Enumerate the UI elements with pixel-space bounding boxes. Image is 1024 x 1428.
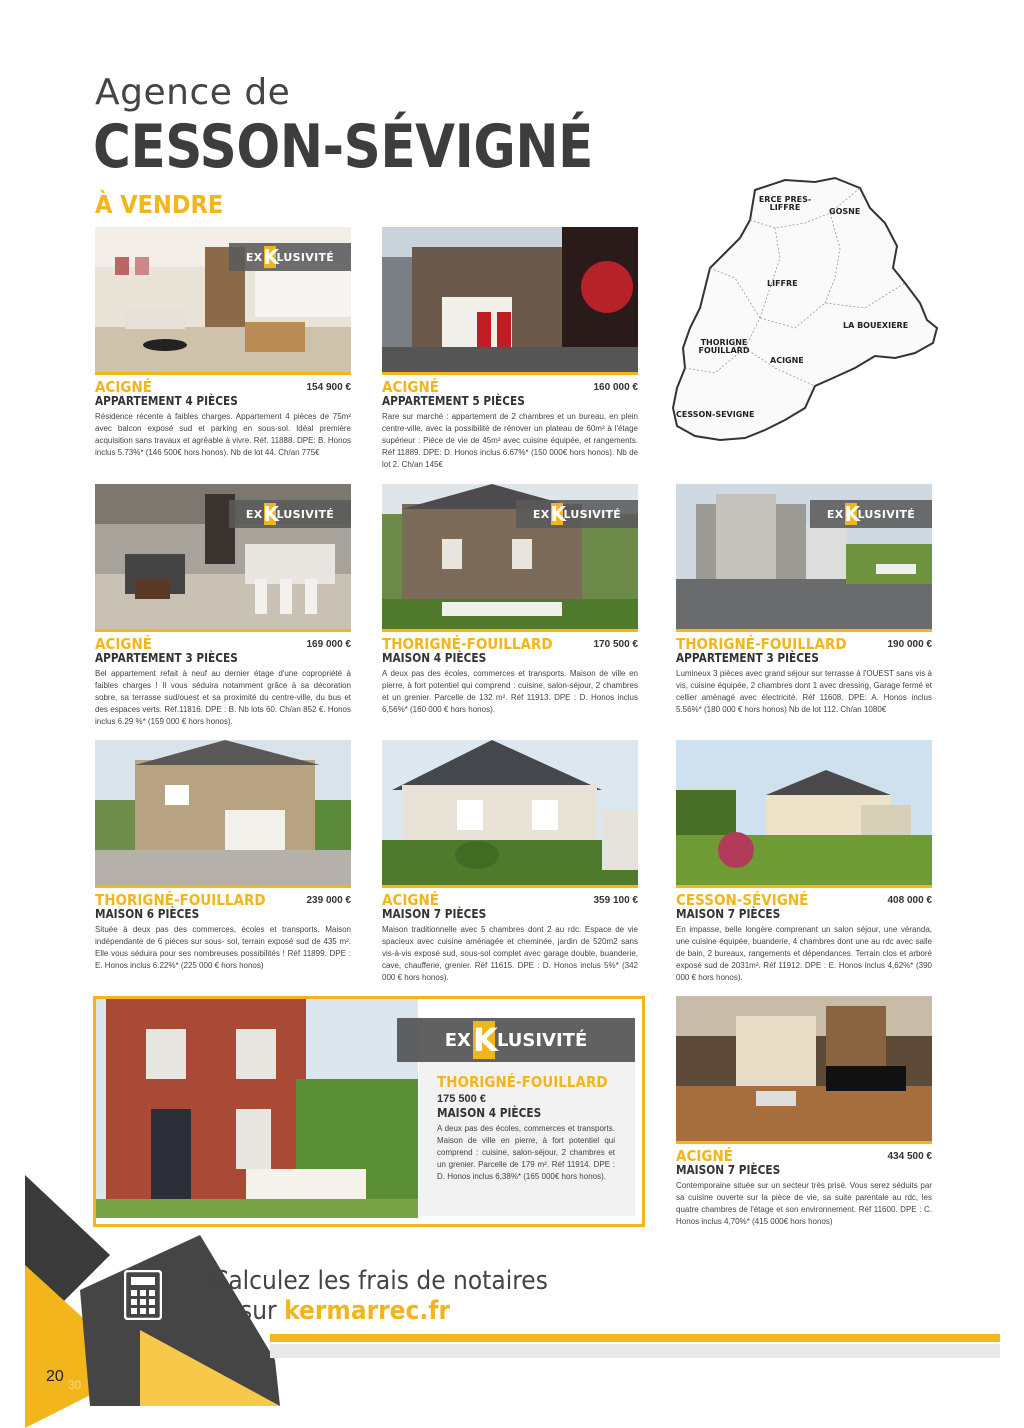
listing-description: Bel appartement refait à neuf au dernier étage d'une copropriété à faibles charges ! Il vous séduira notamment grâce à sa décoration sobre, sa terrasse sud/ouest et sa proximité du centre-ville, du bus et des espaces verts. Réf.11816. DPE : B. Nb lots 60. Ch/an 852 €. Honos inclus 6.29 %* (159 000 € hors honos). (95, 669, 351, 726)
traditional-house-image (382, 740, 638, 885)
map-label-acigne: ACIGNE (770, 356, 804, 365)
house-driveway-image (95, 740, 351, 885)
longere-garden-image (676, 740, 932, 885)
listing-price: 190 000 € (887, 639, 932, 650)
listing-type: MAISON 7 PIÈCES (676, 907, 781, 921)
photo-underline (382, 629, 638, 632)
listing-photo-9[interactable] (676, 996, 932, 1141)
listing-photo-4[interactable] (382, 484, 638, 629)
listing-town: ACIGNÉ (95, 378, 152, 396)
listing-price: 239 000 € (306, 895, 351, 906)
listing-photo-3[interactable] (95, 484, 351, 629)
listing-description: Contemporaine située sur un secteur très prisé. Vous serez séduits par sa cuisine ouverte sur la pièce de vie, sa suite parentale au rdc, les quatre chambres de l'étage et son environnement. Réf 11600. DPE : C. Honos inclus 4,70%* (415 000€ hors honos) (676, 1181, 932, 1226)
agency-label: Agence de (95, 72, 291, 113)
photo-underline (676, 885, 932, 888)
listing-description: A deux pas des écoles, commerces et transports. Maison de ville en pierre, à fort potentiel qui comprend : cuisine, salon-séjour, 2 chambres et un grenier. Parcelle de 132 m². Réf 11913. DPE : D. Honos inclus 6,56%* (160 000 € hors honos). (382, 669, 638, 714)
photo-underline (676, 1141, 932, 1144)
listing-photo-2[interactable] (382, 227, 638, 372)
listing-description: Rare sur marché : appartement de 2 chambres et un bureau, en plein centre-ville, avec la possibilité de rénover un plateau de 60m² à l'étage supérieur : Pièce de vie de 45m² avec cuisine équipée, et rangements. Réf 11889. DPE: D. Honos inclus 6.67%* (150 000€ hors honos). Nb de lot 2. Ch/an 145€ (382, 412, 638, 469)
listing-town: ACIGNÉ (382, 378, 439, 396)
kermarrec-link[interactable]: kermarrec.fr (284, 1296, 451, 1326)
photo-underline (382, 372, 638, 375)
listing-description: Résidence récente à faibles charges. Appartement 4 pièces de 75m² avec balcon exposé sud et parking en sous-sol. Idéal première acquisition sans travaux et agréable à vivre. Réf. 11888. DPE: B. Honos inclus 5.73%* (146 500€ hors honos). Nb de lot 44. Ch/an 775€ (95, 412, 351, 457)
map-label-erce: ERCE PRES-LIFFRE (758, 195, 812, 212)
listing-type: APPARTEMENT 3 PIÈCES (95, 651, 238, 665)
exclusivite-badge: EX K LUSIVITÉ (229, 500, 351, 528)
listing-price: 169 000 € (306, 639, 351, 650)
listing-type: APPARTEMENT 4 PIÈCES (95, 394, 238, 408)
side-number: 30 (68, 1378, 82, 1392)
listing-price: 359 100 € (593, 895, 638, 906)
footer-line-1: Calculez les frais de notaires (212, 1266, 548, 1296)
map-label-bouexiere: LA BOUEXIERE (843, 321, 909, 330)
listing-type: APPARTEMENT 5 PIÈCES (382, 394, 525, 408)
street-building-image (382, 227, 638, 372)
footer-line-2: sur kermarrec.fr (240, 1296, 451, 1326)
contemporary-interior-image (676, 996, 932, 1141)
listing-price: 434 500 € (887, 1151, 932, 1162)
listing-town: ACIGNÉ (382, 891, 439, 909)
listing-photo-5[interactable] (676, 484, 932, 629)
listing-description: Lumineux 3 pièces avec grand séjour sur terrasse à l'OUEST sans vis à vis, cuisine équipée, 2 chambres dont 1 avec dressing, Garage fermé et cellier aménagé avec électricité. Réf 11608. DPE: A. Honos inclus 5.56%* (180 000 € hors honos) Nb de lot 112. Ch/an 1080€ (676, 669, 932, 714)
listing-type: MAISON 4 PIÈCES (382, 651, 487, 665)
listing-photo-7[interactable] (382, 740, 638, 885)
listing-town: THORIGNÉ-FOUILLARD (382, 635, 553, 653)
listing-price: 160 000 € (593, 382, 638, 393)
exclusivite-badge: EX K LUSIVITÉ (229, 243, 351, 271)
listing-photo-1[interactable] (95, 227, 351, 372)
map-label-liffre: LIFFRE (767, 279, 798, 288)
listing-town: ACIGNÉ (676, 1147, 733, 1165)
photo-underline (95, 629, 351, 632)
photo-underline (95, 885, 351, 888)
photo-underline (382, 885, 638, 888)
listing-type: APPARTEMENT 3 PIÈCES (676, 651, 819, 665)
listing-description: En impasse, belle longère comprenant un salon séjour, une véranda, une cuisine équipée, buanderie, 4 chambres dont une au rdc avec salle de bain, 2 bureaux, rangements et dépendances. Terrain clos et arboré exposé sud de 2031m². Réf 11912. DPE : E. Honos inclus 4,62%* (390 000 € hors honos). (676, 925, 932, 982)
listing-price: 408 000 € (887, 895, 932, 906)
featured-exclusivite-badge: EX K LUSIVITÉ (397, 1018, 635, 1062)
featured-type-label: MAISON 4 PIÈCES (437, 1106, 542, 1120)
featured-price-label: 175 500 € (437, 1093, 486, 1105)
map-label-cesson: CESSON-SEVIGNE (676, 410, 755, 419)
map-label-thorigne: THORIGNE FOUILLARD (698, 338, 750, 355)
listing-town: CESSON-SÉVIGNÉ (676, 891, 809, 909)
map-label-gosne: GOSNE (829, 207, 861, 216)
page-number: 20 (46, 1368, 64, 1385)
photo-underline (676, 629, 932, 632)
listing-type: MAISON 7 PIÈCES (676, 1163, 781, 1177)
listing-description: Maison traditionnelle avec 5 chambres dont 2 au rdc. Espace de vie spacieux avec cuisine aménagée et cheminée, jardin de 520m2 sans vis-à-vis exposé sud, sous-sol complet avec garage double, buanderie, cave, chaufferie, grenier. Réf 11615. DPE : D. Honos inclus 5%* (342 000 € hors honos). (382, 925, 638, 982)
listing-type: MAISON 7 PIÈCES (382, 907, 487, 921)
listing-photo-6[interactable] (95, 740, 351, 885)
listing-description: Située à deux pas des commerces, écoles et transports. Maison indépendante de 6 pièces sur sous- sol, terrain exposé sud de 435 m². Elle vous séduira pour ses nombreuses possibilités ! Réf 11899. DPE : E. Honos inclus 6.22%* (225 000 € hors honos) (95, 925, 351, 970)
featured-town-label: THORIGNÉ-FOUILLARD (437, 1073, 608, 1091)
listing-town: THORIGNÉ-FOUILLARD (676, 635, 847, 653)
agency-title: CESSON-SÉVIGNÉ (93, 112, 593, 182)
listing-price: 170 500 € (593, 639, 638, 650)
featured-description-text: A deux pas des écoles, commerces et transports. Maison de ville en pierre, à fort potentiel qui comprend : cuisine, salon-séjour, 2 chambres et un grenier. Parcelle de 179 m². Réf 11914. DPE : D. Honos inclus 6,38%* (165 000€ hors honos). (437, 1124, 615, 1181)
listing-price: 154 900 € (306, 382, 351, 393)
listing-photo-8[interactable] (676, 740, 932, 885)
photo-underline (95, 372, 351, 375)
listing-town: ACIGNÉ (95, 635, 152, 653)
exclusivite-badge: EX K LUSIVITÉ (516, 500, 638, 528)
calculator-icon (124, 1270, 162, 1320)
listing-town: THORIGNÉ-FOUILLARD (95, 891, 266, 909)
exclusivite-badge: EX K LUSIVITÉ (810, 500, 932, 528)
section-title: À VENDRE (95, 190, 224, 219)
listing-type: MAISON 6 PIÈCES (95, 907, 200, 921)
